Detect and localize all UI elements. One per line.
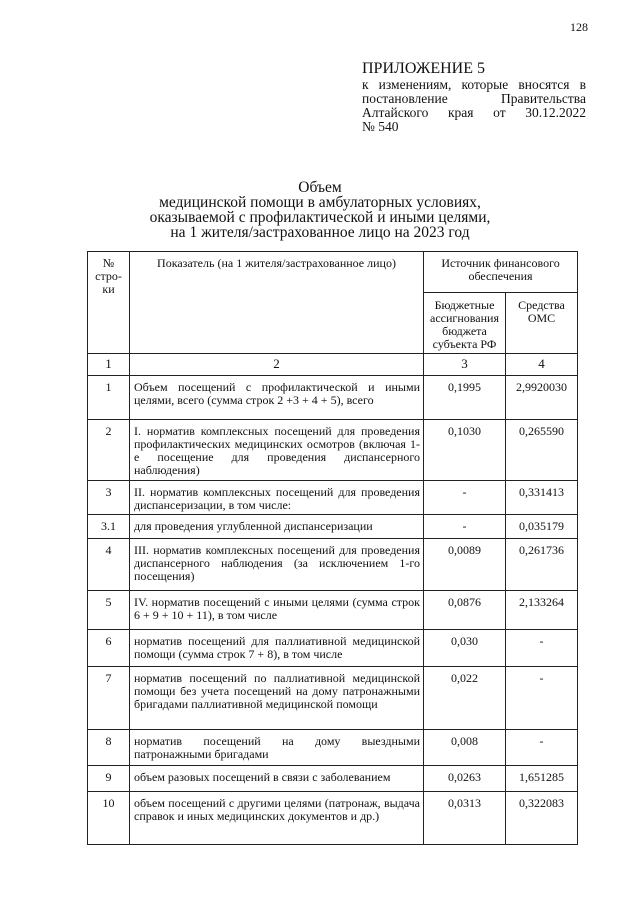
header-budget: Бюджетные ассигнования бюджета субъекта РФ: [424, 293, 506, 354]
table-row: [88, 591, 578, 630]
row-oms: -: [506, 730, 578, 766]
appendix-block: [362, 60, 586, 134]
row-budget: 0,030: [424, 630, 506, 667]
title-line: медицинской помощи в амбулаторных условиях,: [159, 194, 481, 211]
table-row: [88, 420, 578, 481]
row-no: 2: [88, 420, 130, 481]
title-line: оказываемой с профилактической и иными целями,: [149, 209, 491, 226]
appendix-line: Алтайского края от 30.12.2022: [362, 105, 586, 120]
row-indicator: норматив посещений на дому выездными патронажными бригадами: [130, 730, 424, 766]
row-oms: 2,9920030: [506, 376, 578, 420]
table-row: [88, 792, 578, 845]
row-budget: 0,0313: [424, 792, 506, 845]
row-oms: 0,261736: [506, 539, 578, 591]
document-title: [0, 180, 640, 240]
row-no: 8: [88, 730, 130, 766]
header-source: Источник финансового обеспечения: [424, 252, 578, 293]
row-budget: -: [424, 515, 506, 539]
volume-table: [87, 251, 578, 845]
row-no: 3: [88, 481, 130, 515]
table-header-row: [88, 252, 578, 293]
row-indicator: норматив посещений для паллиативной медицинской помощи (сумма строк 7 + 8), в том числе: [130, 630, 424, 667]
row-oms: 0,265590: [506, 420, 578, 481]
row-budget: 0,0089: [424, 539, 506, 591]
table-row: [88, 481, 578, 515]
header-indicator: Показатель (на 1 жителя/застрахованное лицо): [130, 252, 424, 354]
table-row: [88, 515, 578, 539]
row-no: 9: [88, 766, 130, 792]
page-number: 128: [570, 20, 588, 34]
header-oms: Средства ОМС: [506, 293, 578, 354]
row-indicator: для проведения углубленной диспансеризации: [130, 515, 424, 539]
column-number-row: [88, 354, 578, 376]
row-no: 10: [88, 792, 130, 845]
row-budget: 0,0876: [424, 591, 506, 630]
row-budget: 0,0263: [424, 766, 506, 792]
appendix-line: к изменениям, которые вносятся в: [362, 77, 586, 92]
title-line: Объем: [298, 179, 342, 196]
table-row: [88, 730, 578, 766]
row-indicator: II. норматив комплексных посещений для проведения диспансеризации, в том числе:: [130, 481, 424, 515]
row-indicator: I. норматив комплексных посещений для проведения профилактических медицинских осмотров (включая 1-е посещение для проведения диспансерного наблюдения): [130, 420, 424, 481]
row-oms: -: [506, 630, 578, 667]
column-number: 4: [506, 354, 578, 376]
table-row: [88, 667, 578, 730]
table-row: [88, 376, 578, 420]
row-budget: -: [424, 481, 506, 515]
row-budget: 0,1995: [424, 376, 506, 420]
row-no: 7: [88, 667, 130, 730]
row-oms: -: [506, 667, 578, 730]
table-row: [88, 630, 578, 667]
column-number: 1: [88, 354, 130, 376]
row-no: 6: [88, 630, 130, 667]
row-oms: 1,651285: [506, 766, 578, 792]
row-indicator: норматив посещений по паллиативной медицинской помощи без учета посещений на дому патронажными бригадами паллиативной медицинской помощи: [130, 667, 424, 730]
row-indicator: III. норматив комплексных посещений для проведения диспансерного наблюдения (за исключением 1-го посещения): [130, 539, 424, 591]
appendix-line: № 540: [362, 119, 399, 134]
row-indicator: объем посещений с другими целями (патронаж, выдача справок и иных медицинских документов и др.): [130, 792, 424, 845]
column-number: 2: [130, 354, 424, 376]
appendix-line: постановление Правительства: [362, 91, 586, 106]
row-indicator: Объем посещений с профилактической и иными целями, всего (сумма строк 2 +3 + 4 + 5), всего: [130, 376, 424, 420]
column-number: 3: [424, 354, 506, 376]
table-row: [88, 766, 578, 792]
row-indicator: объем разовых посещений в связи с заболеванием: [130, 766, 424, 792]
row-oms: 0,035179: [506, 515, 578, 539]
row-no: 5: [88, 591, 130, 630]
row-no: 1: [88, 376, 130, 420]
row-oms: 2,133264: [506, 591, 578, 630]
row-no: 4: [88, 539, 130, 591]
row-budget: 0,022: [424, 667, 506, 730]
table-row: [88, 539, 578, 591]
row-no: 3.1: [88, 515, 130, 539]
appendix-title: ПРИЛОЖЕНИЕ 5: [362, 60, 486, 77]
header-row-no: № стро-ки: [88, 252, 130, 354]
row-indicator: IV. норматив посещений с иными целями (сумма строк 6 + 9 + 10 + 11), в том числе: [130, 591, 424, 630]
row-budget: 0,1030: [424, 420, 506, 481]
row-oms: 0,331413: [506, 481, 578, 515]
title-line: на 1 жителя/застрахованное лицо на 2023 год: [170, 224, 470, 241]
row-budget: 0,008: [424, 730, 506, 766]
row-oms: 0,322083: [506, 792, 578, 845]
